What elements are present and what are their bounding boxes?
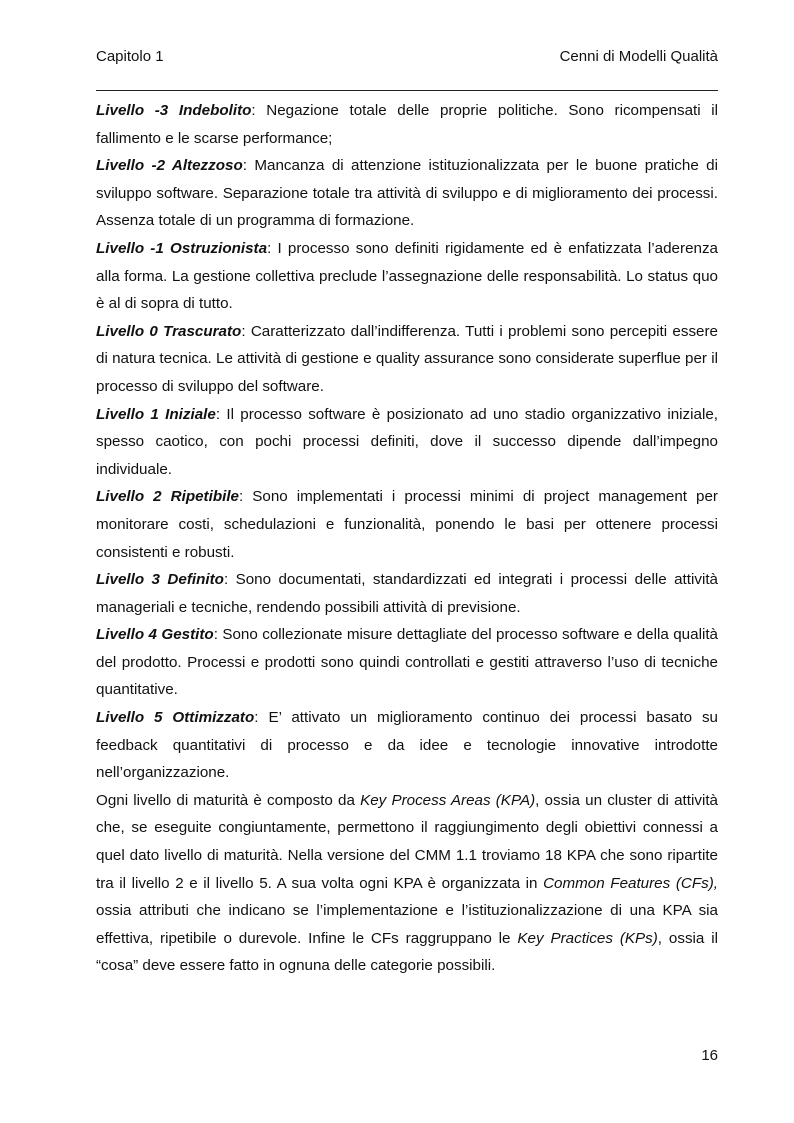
level-name: Livello -1 Ostruzionista (96, 239, 268, 257)
level-name: Livello 0 Trascurato (96, 322, 242, 340)
level-name: Livello -3 Indebolito (96, 102, 252, 119)
closing-paragraph (96, 787, 718, 980)
chapter-label: Capitolo 1 (96, 48, 164, 65)
kpa-term: Key Process Areas (KPA) (360, 791, 536, 809)
level-paragraph (96, 566, 718, 621)
level-description: : Sono implementati i processi minimi di project management per monitorare costi, schedulazioni e funzionalità, ponendo le basi per ottenere processi consistenti e robusti. (96, 488, 718, 561)
closing-text: , ossia il “cosa” deve essere fatto in ognuna delle categorie possibili. (96, 929, 719, 975)
closing-text: , ossia un cluster di attività che, se eseguite congiuntamente, permettono il raggiungimento degli obiettivi connessi a quel dato livello di maturità. Nella versione del CMM 1.1 troviamo 18 KPA che sono ripartite tra il livello 2 e il livello 5. A sua volta ogni KPA è organizzata in (96, 791, 718, 892)
closing-text: ossia attributi che indicano se l’implementazione e l’istituzionalizzazione di una KPA sia effettiva, ripetibile o durevole. Infine le CFs raggruppano le (96, 902, 718, 947)
body-text (96, 97, 718, 980)
level-paragraph (96, 401, 718, 484)
level-name: Livello -2 Altezzoso (96, 157, 243, 175)
page-header (96, 48, 718, 70)
level-paragraph (96, 97, 718, 152)
level-name: Livello 2 Ripetibile (96, 488, 239, 506)
level-description: : Negazione totale delle proprie politiche. Sono ricompensati il fallimento e le scarse performance; (96, 102, 718, 147)
level-name: Livello 1 Iniziale (96, 405, 216, 423)
section-title: Cenni di Modelli Qualità (559, 48, 718, 65)
level-paragraph (96, 152, 718, 235)
level-description: : E’ attivato un miglioramento continuo dei processi basato su feedback quantitativi di processo e da idee e tecnologie innovative introdotte nell’organizzazione. (96, 709, 718, 782)
level-name: Livello 4 Gestito (96, 626, 214, 644)
level-paragraph (96, 235, 718, 318)
header-rule (96, 90, 718, 91)
page-number: 16 (701, 1047, 718, 1064)
cfs-term: Common Features (CFs), (543, 874, 718, 892)
level-description: : Mancanza di attenzione istituzionalizzata per le buone pratiche di sviluppo software. Separazione totale tra attività di sviluppo e di miglioramento dei processi. Assenza totale di un programma di formazione. (96, 157, 718, 230)
level-description: : Il processo software è posizionato ad uno stadio organizzativo iniziale, spesso caotico, con pochi processi definiti, dove il successo dipende dall’impegno individuale. (96, 405, 718, 478)
closing-text: Ogni livello di maturità è composto da (96, 791, 361, 809)
level-paragraph (96, 704, 718, 787)
kps-term: Key Practices (KPs) (517, 929, 658, 947)
level-description: : I processo sono definiti rigidamente ed è enfatizzata l’aderenza alla forma. La gestione collettiva preclude l’assegnazione delle responsabilità. Lo status quo è al di sopra di tutto. (96, 239, 718, 313)
level-name: Livello 3 Definito (96, 571, 224, 589)
level-description: : Caratterizzato dall’indifferenza. Tutti i problemi sono percepiti essere di natura tecnica. Le attività di gestione e quality assurance sono considerate superflue per il processo di sviluppo del software. (96, 322, 718, 395)
level-name: Livello 5 Ottimizzato (96, 709, 255, 727)
level-description: : Sono documentati, standardizzati ed integrati i processi delle attività manageriali e tecniche, rendendo possibili attività di previsione. (96, 571, 718, 616)
level-description: : Sono collezionate misure dettagliate del processo software e della qualità del prodotto. Processi e prodotti sono quindi controllati e gestiti attraverso l’uso di tecniche quantitative. (96, 626, 718, 699)
level-paragraph (96, 318, 718, 401)
level-paragraph (96, 621, 718, 704)
level-paragraph (96, 483, 718, 566)
